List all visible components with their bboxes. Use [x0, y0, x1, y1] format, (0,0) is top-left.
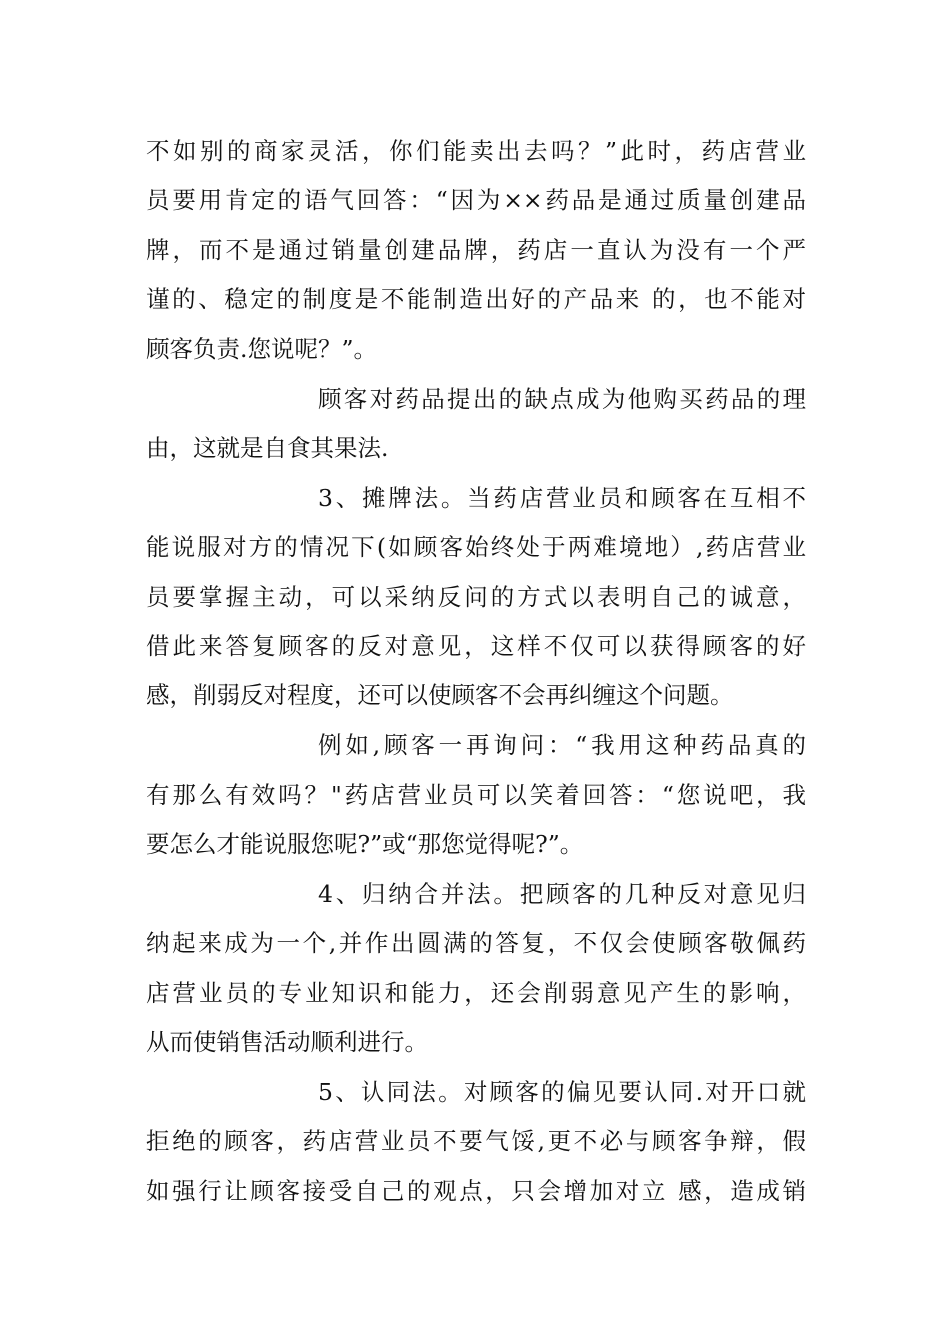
text-line: 拒绝的顾客，药店营业员不要气馁,更不必与顾客争辩，假: [146, 1127, 806, 1155]
text-line: 有那么有效吗？"药店营业员可以笑着回答：“您说吧，我: [146, 781, 806, 809]
text-line: 要怎么才能说服您呢?”或“那您觉得呢?”。: [146, 830, 584, 858]
paragraph-first-line: 4、归纳合并法。把顾客的几种反对意见归: [318, 880, 806, 908]
text-line: 由，这就是自食其果法.: [146, 434, 389, 462]
paragraph-first-line: 例如,顾客一再询问：“我用这种药品真的: [318, 731, 806, 759]
text-line: 不如别的商家灵活，你们能卖出去吗？”此时，药店营业: [146, 137, 806, 165]
text-line: 借此来答复顾客的反对意见，这样不仅可以获得顾客的好: [146, 632, 806, 660]
text-line: 如强行让顾客接受自己的观点，只会增加对立 感，造成销: [146, 1177, 806, 1205]
text-line: 谨的、稳定的制度是不能制造出好的产品来 的，也不能对: [146, 285, 806, 313]
text-line: 纳起来成为一个,并作出圆满的答复，不仅会使顾客敬佩药: [146, 929, 806, 957]
text-line: 员要掌握主动，可以采纳反问的方式以表明自己的诚意，: [146, 583, 806, 611]
text-line: 牌，而不是通过销量创建品牌，药店一直认为没有一个严: [146, 236, 806, 264]
paragraph-first-line: 顾客对药品提出的缺点成为他购买药品的理: [318, 385, 806, 413]
text-line: 员要用肯定的语气回答：“因为××药品是通过质量创建品: [146, 186, 806, 214]
text-line: 顾客负责.您说呢？”。: [146, 335, 377, 363]
text-line: 感，削弱反对程度，还可以使顾客不会再纠缠这个问题。: [146, 681, 734, 709]
paragraph-first-line: 3、摊牌法。当药店营业员和顾客在互相不: [318, 484, 806, 512]
text-line: 能说服对方的情况下(如顾客始终处于两难境地）,药店营业: [146, 533, 806, 561]
text-line: 店营业员的专业知识和能力，还会削弱意见产生的影响，: [146, 979, 806, 1007]
text-line: 从而使销售活动顺利进行。: [146, 1028, 428, 1056]
paragraph-first-line: 5、认同法。对顾客的偏见要认同.对开口就: [318, 1078, 806, 1106]
